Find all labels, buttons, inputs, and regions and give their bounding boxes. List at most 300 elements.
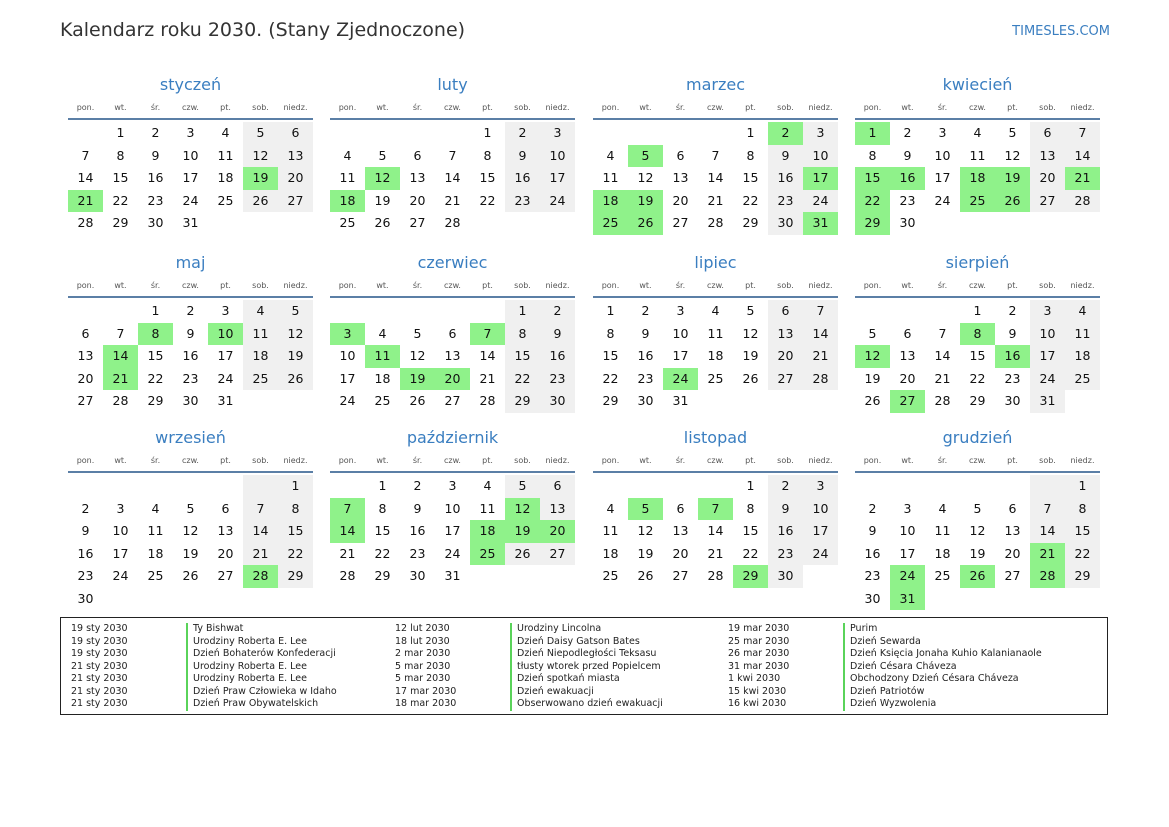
day-cell: 3: [676, 303, 685, 318]
weekday-label: niedz.: [283, 102, 308, 112]
week-row: [855, 520, 1100, 543]
holiday-name: Dzień Patriotów: [843, 686, 924, 699]
day-cell: 4: [221, 125, 230, 140]
day-empty: [243, 390, 278, 413]
day-empty: [278, 390, 313, 413]
day-empty: [330, 475, 365, 498]
month-days: [855, 475, 1100, 610]
day-cell: 6: [903, 325, 912, 341]
day-empty: [68, 300, 103, 323]
day-empty: [698, 475, 733, 498]
month-name: listopad: [683, 428, 748, 447]
week-row: [593, 145, 838, 168]
day-cell: 23: [899, 192, 916, 208]
weekday-label: śr.: [150, 102, 161, 112]
day-cell: 19: [505, 520, 540, 543]
week-row: [68, 588, 313, 611]
holiday-row: [728, 636, 1042, 649]
day-cell: 24: [444, 545, 461, 561]
week-row: [593, 122, 838, 145]
week-row: [593, 520, 838, 543]
holiday-name: Urodziny Roberta E. Lee: [186, 661, 307, 674]
day-cell: 30: [864, 590, 881, 606]
week-row: [855, 300, 1100, 323]
page-title: Kalendarz roku 2030. (Stany Zjednoczone): [60, 19, 466, 41]
day-cell: 27: [672, 568, 689, 583]
month-days: [68, 300, 313, 413]
day-empty: [995, 212, 1030, 235]
week-row: [330, 190, 575, 213]
day-cell: 6: [676, 147, 685, 163]
weekday-label: pt.: [482, 280, 493, 290]
month-0: [68, 74, 313, 235]
weekday-label: pt.: [1007, 102, 1018, 112]
weekday-label: sob.: [514, 102, 531, 112]
day-empty: [628, 475, 663, 498]
day-cell: 11: [934, 523, 951, 538]
day-cell: 15: [479, 170, 496, 185]
day-cell: 23: [1004, 370, 1021, 386]
day-cell: 9: [768, 498, 803, 521]
day-cell: 15: [1065, 520, 1100, 543]
day-cell: 8: [378, 500, 387, 516]
day-cell: 3: [803, 475, 838, 498]
day-cell: 17: [1030, 345, 1065, 368]
day-cell: 28: [479, 393, 496, 408]
holiday-row: [395, 661, 663, 674]
day-cell: 29: [112, 215, 129, 230]
weekday-label: sob.: [1039, 280, 1056, 290]
day-cell: 5: [868, 325, 877, 341]
week-row: [68, 520, 313, 543]
day-cell: 22: [855, 190, 890, 213]
day-cell: 22: [374, 545, 391, 561]
day-cell: 24: [540, 190, 575, 213]
day-cell: 5: [628, 498, 663, 521]
day-cell: 22: [112, 192, 129, 208]
week-row: [855, 543, 1100, 566]
weekday-label: sob.: [777, 280, 794, 290]
week-row: [68, 498, 313, 521]
month-1: [330, 74, 575, 235]
month-days: [593, 475, 838, 588]
day-empty: [925, 212, 960, 235]
month-days: [330, 122, 575, 235]
day-cell: 10: [1030, 323, 1065, 346]
day-cell: 29: [147, 393, 164, 408]
day-cell: 20: [672, 192, 689, 208]
weekday-label: wt.: [376, 455, 389, 465]
day-cell: 22: [505, 368, 540, 391]
day-cell: 27: [540, 543, 575, 566]
day-cell: 29: [969, 393, 986, 408]
day-cell: 10: [803, 498, 838, 521]
day-cell: 30: [409, 568, 426, 583]
day-cell: 1: [151, 303, 160, 318]
day-cell: 15: [855, 167, 890, 190]
weekday-label: sob.: [252, 280, 269, 290]
weekday-label: czw.: [182, 102, 199, 112]
day-cell: 8: [138, 323, 173, 346]
day-cell: 2: [903, 125, 912, 140]
holiday-name: tłusty wtorek przed Popielcem: [510, 661, 661, 674]
weekday-header: [855, 274, 1100, 298]
day-empty: [733, 390, 768, 413]
day-cell: 29: [733, 565, 768, 588]
holiday-row: [71, 636, 337, 649]
week-row: [593, 498, 838, 521]
holiday-name: Obchodzony Dzień Césara Cháveza: [843, 673, 1019, 686]
day-cell: 1: [1065, 475, 1100, 498]
day-cell: 3: [1030, 300, 1065, 323]
holiday-date: 15 kwi 2030: [728, 685, 787, 697]
day-cell: 22: [602, 370, 619, 386]
day-cell: 17: [899, 545, 916, 561]
day-cell: 19: [628, 190, 663, 213]
day-cell: 3: [186, 125, 195, 140]
day-cell: 31: [1030, 390, 1065, 413]
day-cell: 19: [243, 167, 278, 190]
day-empty: [173, 475, 208, 498]
month-days: [593, 300, 838, 413]
holiday-column: [728, 623, 1042, 711]
weekday-header: [68, 96, 313, 120]
day-cell: 2: [505, 122, 540, 145]
weekday-label: niedz.: [808, 455, 833, 465]
weekday-label: niedz.: [1070, 280, 1095, 290]
holiday-date: 31 mar 2030: [728, 660, 790, 672]
holiday-column: [395, 623, 663, 711]
day-empty: [1065, 212, 1100, 235]
month-name: marzec: [685, 75, 745, 94]
day-cell: 21: [707, 545, 724, 561]
day-cell: 6: [540, 475, 575, 498]
day-empty: [593, 122, 628, 145]
holiday-date: 18 lut 2030: [395, 635, 450, 647]
day-cell: 14: [934, 348, 951, 363]
day-cell: 9: [641, 325, 650, 341]
day-cell: 5: [186, 500, 195, 516]
day-cell: 11: [969, 147, 986, 163]
day-empty: [1065, 390, 1100, 413]
day-cell: 17: [540, 167, 575, 190]
day-cell: 11: [602, 523, 619, 538]
holiday-name: Urodziny Roberta E. Lee: [186, 636, 307, 649]
weekday-label: pon.: [601, 280, 620, 290]
day-cell: 7: [1065, 122, 1100, 145]
day-cell: 26: [864, 393, 881, 408]
weekday-label: wt.: [901, 455, 914, 465]
week-row: [68, 300, 313, 323]
week-row: [68, 368, 313, 391]
day-cell: 18: [602, 545, 619, 561]
day-cell: 9: [768, 145, 803, 168]
day-cell: 1: [278, 475, 313, 498]
day-cell: 3: [330, 323, 365, 346]
month-name: styczeń: [159, 75, 222, 94]
day-cell: 14: [77, 170, 94, 185]
day-cell: 6: [1030, 122, 1065, 145]
weekday-label: niedz.: [545, 280, 570, 290]
holiday-date: 19 mar 2030: [728, 623, 790, 634]
day-cell: 25: [593, 212, 628, 235]
day-empty: [208, 475, 243, 498]
day-cell: 7: [938, 325, 947, 341]
holiday-name: Dzień Praw Człowieka w Idaho: [186, 686, 337, 699]
day-empty: [243, 475, 278, 498]
day-empty: [995, 475, 1030, 498]
day-cell: 1: [746, 125, 755, 140]
day-cell: 30: [768, 565, 803, 588]
week-row: [855, 190, 1100, 213]
day-cell: 5: [746, 303, 755, 318]
holiday-name: Dzień Niepodległości Teksasu: [510, 648, 656, 661]
holiday-date: 26 mar 2030: [728, 648, 790, 659]
holiday-row: [395, 698, 663, 711]
weekday-label: sob.: [777, 102, 794, 112]
week-row: [330, 520, 575, 543]
day-cell: 27: [217, 568, 234, 583]
holiday-date: 21 sty 2030: [71, 673, 128, 684]
week-row: [855, 122, 1100, 145]
day-cell: 17: [339, 370, 356, 386]
day-cell: 29: [742, 215, 759, 230]
day-cell: 25: [470, 543, 505, 566]
day-cell: 16: [409, 523, 426, 538]
day-cell: 10: [208, 323, 243, 346]
day-cell: 21: [1065, 167, 1100, 190]
holiday-row: [71, 673, 337, 686]
day-empty: [803, 565, 838, 588]
day-cell: 15: [374, 523, 391, 538]
day-cell: 28: [339, 568, 356, 583]
weekday-label: czw.: [707, 102, 724, 112]
weekday-label: śr.: [412, 102, 423, 112]
day-cell: 7: [470, 323, 505, 346]
day-cell: 21: [103, 368, 138, 391]
day-cell: 16: [182, 348, 199, 363]
day-cell: 17: [444, 523, 461, 538]
day-cell: 30: [182, 393, 199, 408]
day-cell: 31: [803, 212, 838, 235]
day-cell: 31: [217, 393, 234, 408]
day-cell: 13: [540, 498, 575, 521]
day-cell: 9: [413, 500, 422, 516]
weekday-label: czw.: [969, 102, 986, 112]
day-cell: 9: [540, 323, 575, 346]
day-cell: 27: [1030, 190, 1065, 213]
weekday-label: śr.: [150, 280, 161, 290]
day-empty: [890, 300, 925, 323]
day-cell: 27: [768, 368, 803, 391]
holiday-date: 21 sty 2030: [71, 685, 128, 697]
weekday-label: pon.: [338, 280, 357, 290]
day-cell: 23: [409, 545, 426, 561]
week-row: [68, 565, 313, 588]
day-cell: 17: [934, 170, 951, 185]
day-cell: 7: [81, 147, 90, 163]
day-empty: [1065, 588, 1100, 611]
day-cell: 2: [413, 478, 422, 493]
month-days: [330, 300, 575, 413]
week-row: [330, 368, 575, 391]
holiday-row: [395, 636, 663, 649]
day-cell: 28: [707, 215, 724, 230]
holiday-row: [71, 698, 337, 711]
day-cell: 18: [243, 345, 278, 368]
day-cell: 6: [278, 122, 313, 145]
day-cell: 12: [637, 523, 654, 538]
day-cell: 5: [973, 500, 982, 516]
day-empty: [925, 588, 960, 611]
day-cell: 31: [182, 215, 199, 230]
week-row: [593, 167, 838, 190]
day-cell: 30: [77, 590, 94, 606]
day-empty: [1030, 588, 1065, 611]
day-cell: 11: [339, 170, 356, 185]
day-cell: 17: [217, 348, 234, 363]
day-cell: 18: [593, 190, 628, 213]
day-empty: [855, 300, 890, 323]
day-cell: 20: [768, 345, 803, 368]
day-cell: 16: [147, 170, 164, 185]
day-cell: 25: [339, 215, 356, 230]
day-empty: [400, 122, 435, 145]
day-cell: 9: [151, 147, 160, 163]
day-empty: [995, 588, 1030, 611]
day-cell: 19: [969, 545, 986, 561]
month-6: [593, 252, 838, 413]
week-row: [593, 390, 838, 413]
day-cell: 16: [890, 167, 925, 190]
day-empty: [470, 212, 505, 235]
day-cell: 14: [803, 323, 838, 346]
week-row: [68, 345, 313, 368]
day-cell: 2: [186, 303, 195, 318]
day-cell: 31: [672, 393, 689, 408]
day-cell: 4: [606, 147, 615, 163]
weekday-header: [855, 96, 1100, 120]
holiday-name: Dzień Sewarda: [843, 636, 921, 649]
day-cell: 10: [934, 147, 951, 163]
day-empty: [505, 565, 540, 588]
day-empty: [208, 212, 243, 235]
week-row: [855, 167, 1100, 190]
day-cell: 15: [505, 345, 540, 368]
day-cell: 1: [505, 300, 540, 323]
day-cell: 21: [444, 192, 461, 208]
brand-link[interactable]: TIMESLES.COM: [1012, 24, 1110, 39]
day-empty: [208, 588, 243, 611]
day-cell: 21: [1030, 543, 1065, 566]
day-cell: 17: [803, 167, 838, 190]
weekday-label: pt.: [482, 102, 493, 112]
week-row: [330, 345, 575, 368]
day-cell: 14: [1065, 145, 1100, 168]
day-empty: [103, 300, 138, 323]
day-cell: 24: [803, 543, 838, 566]
day-cell: 25: [707, 370, 724, 386]
day-cell: 16: [505, 167, 540, 190]
holiday-name: Urodziny Lincolna: [510, 623, 601, 636]
holiday-name: Dzień spotkań miasta: [510, 673, 620, 686]
month-5: [330, 252, 575, 413]
day-cell: 24: [182, 192, 199, 208]
day-cell: 10: [112, 523, 129, 538]
week-row: [330, 122, 575, 145]
weekday-label: wt.: [639, 455, 652, 465]
weekday-label: czw.: [182, 280, 199, 290]
month-8: [68, 427, 313, 610]
month-11: [855, 427, 1100, 610]
day-cell: 5: [243, 122, 278, 145]
weekday-label: czw.: [444, 102, 461, 112]
day-empty: [470, 565, 505, 588]
day-cell: 28: [707, 568, 724, 583]
day-cell: 15: [742, 523, 759, 538]
holiday-date: 18 mar 2030: [395, 698, 457, 709]
holiday-name: Purim: [843, 623, 877, 636]
holiday-name: Dzień Praw Obywatelskich: [186, 698, 318, 711]
day-cell: 1: [746, 478, 755, 493]
holiday-date: 21 sty 2030: [71, 698, 128, 709]
day-cell: 11: [243, 323, 278, 346]
weekday-label: pon.: [338, 455, 357, 465]
day-cell: 26: [742, 370, 759, 386]
month-2: [593, 74, 838, 235]
weekday-label: pt.: [220, 280, 231, 290]
day-cell: 27: [278, 190, 313, 213]
week-row: [855, 368, 1100, 391]
week-row: [68, 190, 313, 213]
day-cell: 18: [374, 370, 391, 386]
day-empty: [698, 390, 733, 413]
day-cell: 23: [540, 368, 575, 391]
weekday-label: pon.: [601, 102, 620, 112]
holiday-row: [728, 673, 1042, 686]
day-cell: 3: [448, 478, 457, 493]
day-cell: 21: [934, 370, 951, 386]
week-row: [593, 475, 838, 498]
day-cell: 4: [151, 500, 160, 516]
day-cell: 19: [374, 192, 391, 208]
day-cell: 12: [855, 345, 890, 368]
day-empty: [540, 212, 575, 235]
holiday-date: 16 kwi 2030: [728, 698, 787, 709]
day-cell: 7: [1030, 498, 1065, 521]
week-row: [855, 498, 1100, 521]
day-cell: 30: [540, 390, 575, 413]
weekday-header: [68, 449, 313, 473]
week-row: [68, 543, 313, 566]
day-cell: 1: [973, 303, 982, 318]
weekday-label: śr.: [937, 280, 948, 290]
weekday-label: niedz.: [808, 280, 833, 290]
day-cell: 28: [77, 215, 94, 230]
month-name: sierpień: [945, 253, 1010, 272]
holiday-date: 19 sty 2030: [71, 623, 128, 634]
day-empty: [278, 588, 313, 611]
day-cell: 14: [444, 170, 461, 185]
week-row: [68, 145, 313, 168]
day-cell: 13: [1030, 145, 1065, 168]
week-row: [855, 588, 1100, 611]
day-cell: 8: [505, 323, 540, 346]
day-empty: [138, 475, 173, 498]
day-cell: 15: [147, 348, 164, 363]
day-cell: 9: [186, 325, 195, 341]
day-cell: 26: [637, 568, 654, 583]
